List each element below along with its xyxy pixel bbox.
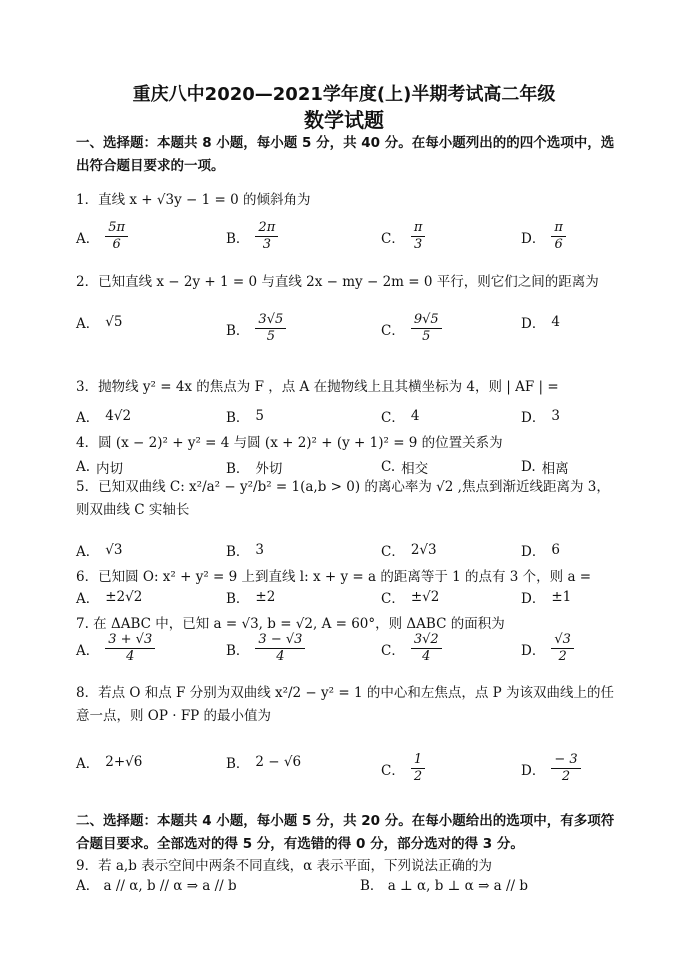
exam-subtitle: 数学试题 xyxy=(304,108,384,132)
question-5-option-a xyxy=(76,540,122,560)
option-label: C． xyxy=(381,642,405,659)
question-5-option-d xyxy=(521,540,560,560)
question-3-option-a xyxy=(76,406,131,426)
option-fraction xyxy=(105,632,155,665)
option-value: 3 xyxy=(255,542,265,558)
question-7-option-c xyxy=(381,632,442,665)
option-label: A． xyxy=(76,756,100,772)
option-label: A． xyxy=(76,230,100,247)
option-label: D． xyxy=(521,762,546,779)
question-2-options xyxy=(76,312,621,352)
option-label: A． xyxy=(76,316,100,332)
fraction-numerator: − 3 xyxy=(551,752,580,769)
question-3-option-c xyxy=(381,406,419,426)
question-1-option-b xyxy=(226,220,278,253)
option-label: D． xyxy=(521,410,546,426)
option-label: D． xyxy=(521,316,546,332)
question-4-option-b xyxy=(226,457,282,477)
fraction-denominator: 2 xyxy=(561,769,571,784)
option-value: ±2√2 xyxy=(105,589,143,605)
question-2-option-d xyxy=(521,312,560,332)
fraction-numerator: π xyxy=(411,220,426,237)
fraction-denominator: 2 xyxy=(413,769,423,784)
question-5-option-b xyxy=(226,540,264,560)
question-8-options xyxy=(76,752,621,792)
option-label: D． xyxy=(521,642,546,659)
fraction-numerator: 3√2 xyxy=(411,632,442,649)
question-1-option-a xyxy=(76,220,128,253)
question-7-option-a xyxy=(76,632,155,665)
fraction-numerator: 3 + √3 xyxy=(105,632,155,649)
q9-option-b: B． a ⊥ α, b ⊥ α ⇒ a // b xyxy=(360,878,529,894)
question-5-option-c xyxy=(381,540,437,560)
fraction-denominator: 5 xyxy=(422,329,431,344)
question-3-option-d xyxy=(521,406,560,426)
fraction-denominator: 3 xyxy=(413,237,423,252)
option-label: B． xyxy=(226,642,250,659)
question-6-option-d xyxy=(521,587,571,607)
option-value: 相离 xyxy=(541,461,569,477)
fraction-denominator: 3 xyxy=(262,237,271,252)
option-value: 3 xyxy=(551,408,560,424)
option-label: A． xyxy=(76,591,100,607)
option-label: B． xyxy=(226,410,250,426)
option-label: C． xyxy=(381,410,405,426)
question-6-option-a xyxy=(76,587,142,607)
fraction-denominator: 6 xyxy=(112,237,121,252)
question-8-option-c xyxy=(381,752,425,785)
fraction-numerator: 3 − √3 xyxy=(255,632,305,649)
question-5-stem: 5．已知双曲线 C: x²/a² − y²/b² = 1(a,b > 0) 的离心率为 √2 ,焦点到渐近线距离为 3，则双曲线 C 实轴长 xyxy=(76,479,610,518)
question-6-option-b xyxy=(226,587,275,607)
fraction-denominator: 4 xyxy=(422,649,431,664)
question-4-option-a xyxy=(76,457,123,477)
option-value: 2 − √6 xyxy=(255,754,302,770)
option-value: 5 xyxy=(255,408,265,424)
option-value: √5 xyxy=(105,314,123,330)
option-value: 6 xyxy=(551,542,560,558)
option-value: 相交 xyxy=(401,461,429,477)
option-fraction xyxy=(105,220,128,253)
question-2-option-a xyxy=(76,312,122,332)
question-1-option-c xyxy=(381,220,425,253)
option-label: D. xyxy=(521,459,536,475)
option-label: C． xyxy=(381,322,405,339)
option-label: A. xyxy=(76,459,91,475)
option-fraction xyxy=(255,312,286,345)
option-label: A． xyxy=(76,642,100,659)
fraction-denominator: 5 xyxy=(266,329,275,344)
question-8-option-d xyxy=(521,752,581,785)
fraction-numerator: 1 xyxy=(411,752,425,769)
question-1-options xyxy=(76,220,621,260)
question-2-option-c xyxy=(381,312,442,345)
option-value: 2√3 xyxy=(410,542,437,558)
option-label: A． xyxy=(76,544,100,560)
option-value: ±2 xyxy=(255,589,276,605)
fraction-numerator: 5π xyxy=(105,220,128,237)
question-1-option-d xyxy=(521,220,566,253)
question-1-stem: 1．直线 x + √3y − 1 = 0 的倾斜角为 xyxy=(76,192,311,208)
option-label: C． xyxy=(381,591,405,607)
question-8-option-a xyxy=(76,752,142,772)
fraction-numerator: 9√5 xyxy=(411,312,442,329)
section2-heading: 二、选择题：本题共 4 小题，每小题 5 分，共 20 分。在每小题给出的选项中，有多项符合题目要求。全部选对的得 5 分，有选错的得 0 分，部分选对的得 3 分。 xyxy=(76,813,615,852)
option-label: B． xyxy=(226,230,250,247)
q9-option-a: A． a // α, b // α ⇒ a // b xyxy=(76,878,237,894)
option-fraction xyxy=(255,220,278,253)
option-fraction xyxy=(551,632,574,665)
option-value: ±√2 xyxy=(410,589,440,605)
exam-title: 重庆八中2020—2021学年度(上)半期考试高二年级 xyxy=(132,84,556,105)
option-fraction xyxy=(411,632,442,665)
option-value: 4 xyxy=(551,314,560,330)
option-label: C． xyxy=(381,544,405,560)
question-4-stem: 4．圆 (x − 2)² + y² = 4 与圆 (x + 2)² + (y + 1)² = 9 的位置关系为 xyxy=(76,435,503,451)
option-value: 2+√6 xyxy=(105,754,143,770)
question-7-option-b xyxy=(226,632,305,665)
option-fraction xyxy=(411,312,442,345)
question-4-option-d xyxy=(521,457,569,477)
question-7-stem: 7. 在 ΔABC 中，已知 a = √3, b = √2, A = 60°，则 ΔABC 的面积为 xyxy=(76,616,505,632)
question-8-stem: 8．若点 O 和点 F 分别为双曲线 x²/2 − y² = 1 的中心和左焦点，点 P 为该双曲线上的任意一点，则 OP · FP 的最小值为 xyxy=(76,685,615,724)
option-label: B． xyxy=(226,461,250,477)
question-2-option-b xyxy=(226,312,286,345)
question-3-option-b xyxy=(226,406,264,426)
fraction-denominator: 6 xyxy=(554,237,563,252)
q9-stem: 9．若 a,b 表示空间中两条不同直线，α 表示平面，下列说法正确的为 xyxy=(76,858,493,874)
option-value: 外切 xyxy=(255,461,283,477)
option-label: C. xyxy=(381,459,396,475)
option-fraction xyxy=(411,220,426,253)
option-label: A． xyxy=(76,410,100,426)
option-value: 4√2 xyxy=(105,408,132,424)
option-label: D． xyxy=(521,591,546,607)
fraction-denominator: 2 xyxy=(558,649,567,664)
question-8-option-b xyxy=(226,752,301,772)
option-label: D． xyxy=(521,544,546,560)
option-label: B． xyxy=(226,544,250,560)
option-fraction xyxy=(551,220,566,253)
option-value: 内切 xyxy=(96,461,124,477)
option-label: B． xyxy=(226,756,250,772)
question-7-option-d xyxy=(521,632,574,665)
fraction-denominator: 4 xyxy=(126,649,135,664)
option-label: C． xyxy=(381,762,405,779)
option-label: D． xyxy=(521,230,546,247)
question-3-stem: 3．抛物线 y² = 4x 的焦点为 F ，点 A 在抛物线上且其横坐标为 4，则 | AF | = xyxy=(76,379,559,395)
fraction-numerator: π xyxy=(551,220,566,237)
fraction-numerator: 2π xyxy=(255,220,278,237)
option-value: √3 xyxy=(105,542,123,558)
question-6-option-c xyxy=(381,587,439,607)
option-label: C． xyxy=(381,230,405,247)
question-2-stem: 2．已知直线 x − 2y + 1 = 0 与直线 2x − my − 2m = 0 平行，则它们之间的距离为 xyxy=(76,274,599,290)
question-4-option-c xyxy=(381,457,428,477)
section1-heading: 一、选择题：本题共 8 小题，每小题 5 分，共 40 分。在每小题列出的的四个选项中，选出符合题目要求的一项。 xyxy=(76,135,615,174)
option-fraction xyxy=(411,752,425,785)
question-6-stem: 6．已知圆 O: x² + y² = 9 上到直线 l: x + y = a 的距离等于 1 的点有 3 个，则 a = xyxy=(76,569,592,585)
fraction-numerator: 3√5 xyxy=(255,312,286,329)
fraction-denominator: 4 xyxy=(276,649,285,664)
option-label: B． xyxy=(226,591,250,607)
option-value: ±1 xyxy=(551,589,572,605)
option-label: B． xyxy=(226,322,250,339)
option-fraction xyxy=(255,632,305,665)
fraction-numerator: √3 xyxy=(551,632,574,649)
question-7-options xyxy=(76,632,621,672)
option-fraction xyxy=(551,752,580,785)
option-value: 4 xyxy=(410,408,420,424)
